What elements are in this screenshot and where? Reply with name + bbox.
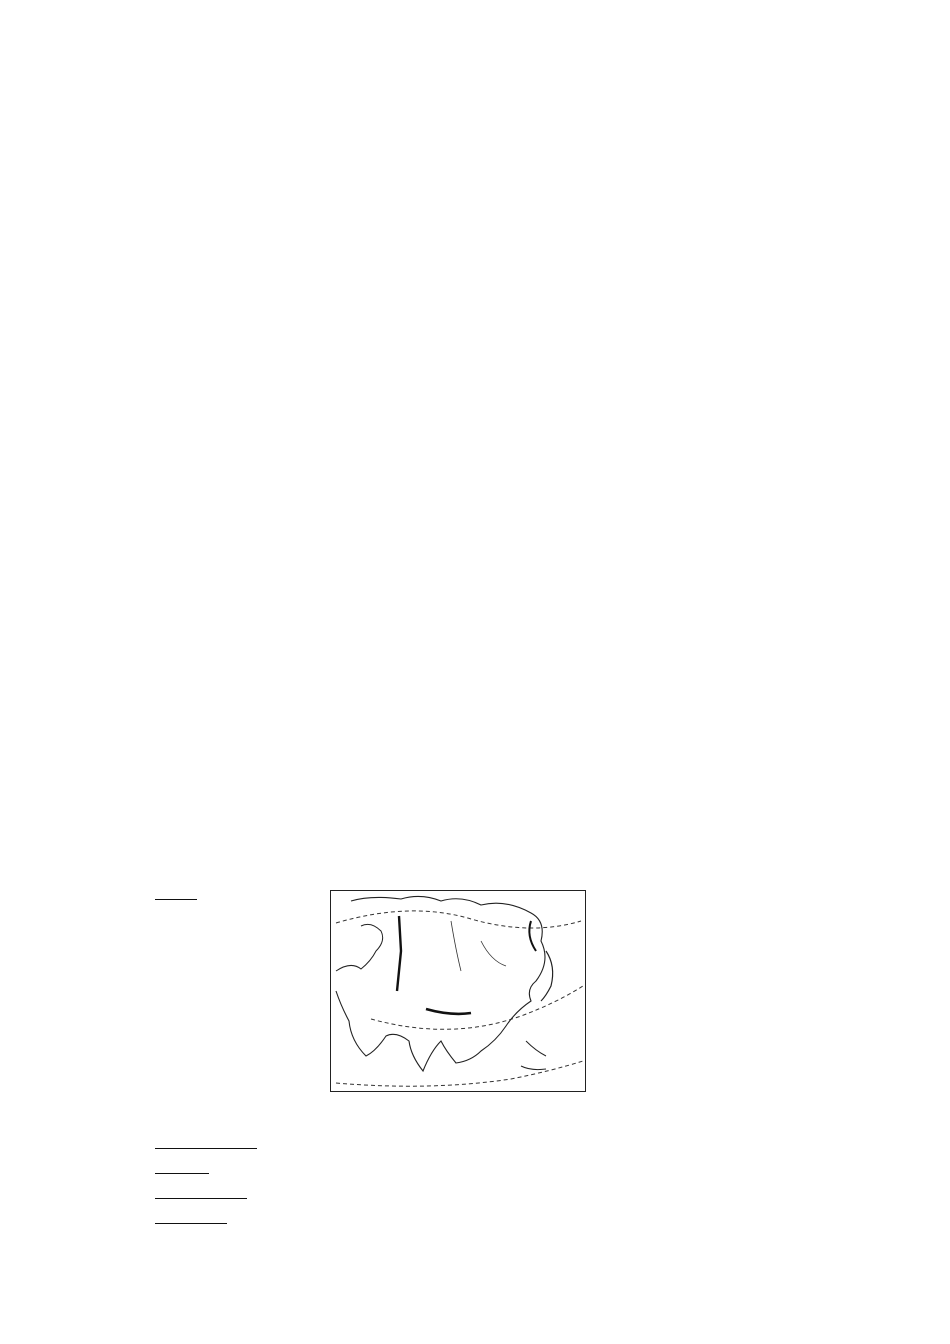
- section-1-heading: [145, 152, 203, 192]
- fill-a: [145, 864, 197, 905]
- blank-3[interactable]: [155, 1208, 227, 1224]
- asia-terrain-map: [330, 890, 586, 1092]
- fill-3: [145, 1188, 227, 1229]
- blank-a[interactable]: [155, 884, 197, 900]
